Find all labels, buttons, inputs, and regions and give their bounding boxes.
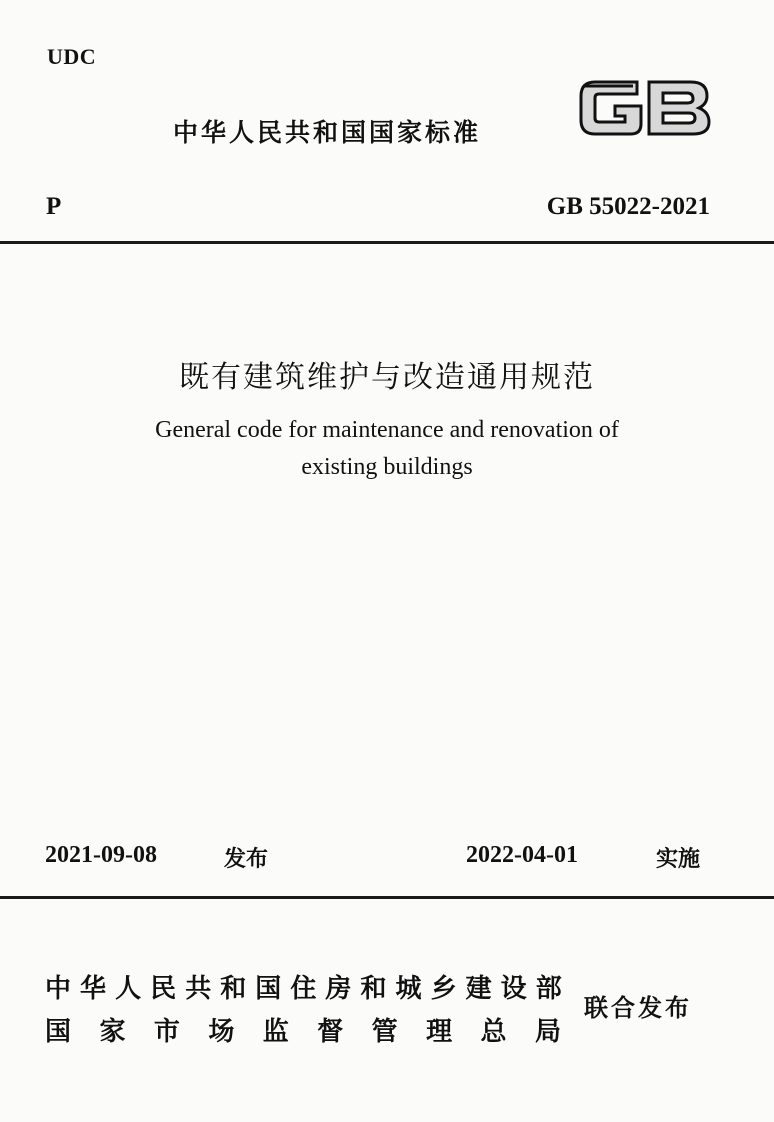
top-divider: [0, 241, 774, 244]
published-label: 发布: [224, 847, 269, 872]
issuer-ministry: 中 华 人 民 共 和 国 住 房 和 城 乡 建 设 部: [45, 974, 562, 1004]
joint-issue-label: 联合发布: [584, 994, 692, 1022]
gb-logo-icon: [575, 72, 715, 144]
gb-logo: [575, 72, 715, 144]
udc-label: UDC: [47, 44, 97, 69]
title-english-line1: General code for maintenance and renovation of: [155, 417, 619, 443]
standard-number: GB 55022-2021: [546, 193, 710, 220]
published-date: 2021-09-08: [45, 842, 157, 868]
effective-label: 实施: [656, 847, 701, 872]
national-standard-heading: 中华人民共和国国家标准: [173, 118, 482, 147]
title-english: [60, 412, 714, 486]
issuer-administration: 国 家 市 场 监 督 管 理 总 局: [45, 1017, 561, 1047]
title-english-line2: existing buildings: [301, 454, 473, 480]
title-chinese: 既有建筑维护与改造通用规范: [179, 360, 595, 395]
effective-date: 2022-04-01: [466, 842, 578, 868]
bottom-divider: [0, 896, 774, 899]
classification-code: P: [46, 193, 62, 220]
